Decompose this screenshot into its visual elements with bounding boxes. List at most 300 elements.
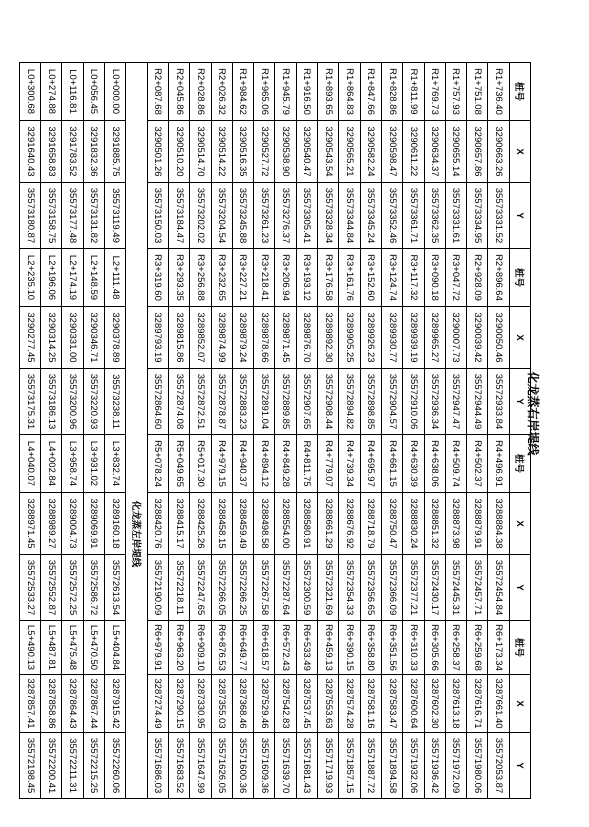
- table-cell: 35572572.25: [62, 555, 83, 621]
- table-cell: R6+351.56: [381, 621, 402, 675]
- table-cell: 3288498.58: [254, 493, 275, 555]
- table-cell: L5+490.13: [19, 621, 40, 675]
- table-cell: 35573305.41: [296, 183, 317, 249]
- table-cell: 35573362.35: [424, 183, 445, 249]
- column-header: Y: [509, 733, 530, 799]
- table-row: [19, 63, 40, 799]
- table-cell: 3290510.20: [168, 121, 189, 183]
- table-cell: R4+894.12: [254, 435, 275, 493]
- table-row: [168, 63, 189, 799]
- table-cell: 3288971.45: [19, 493, 40, 555]
- column-header: Y: [509, 183, 530, 249]
- table-row: [190, 63, 211, 799]
- table-cell: L2+111.48: [105, 249, 126, 307]
- table-cell: R2+026.32: [211, 63, 232, 121]
- table-cell: 35572908.44: [318, 369, 339, 435]
- table-row: [232, 63, 253, 799]
- table-cell: 3290050.46: [488, 307, 509, 369]
- table-cell: 35572198.45: [19, 733, 40, 799]
- column-header: X: [509, 121, 530, 183]
- table-cell: 3287915.42: [105, 675, 126, 733]
- table-cell: 35572300.59: [296, 555, 317, 621]
- table-cell: 35573175.31: [19, 369, 40, 435]
- table-cell: 3288879.91: [467, 493, 488, 555]
- table-cell: R3+193.12: [296, 249, 317, 307]
- table-cell: 3289793.19: [147, 307, 168, 369]
- table-cell: 35573345.24: [360, 183, 381, 249]
- table-row: [147, 63, 168, 799]
- table-cell: 3288459.49: [232, 493, 253, 555]
- table-cell: 35572053.87: [488, 733, 509, 799]
- table-cell: R3+227.21: [232, 249, 253, 307]
- table-cell: R1+984.62: [232, 63, 253, 121]
- table-cell: L2+196.06: [41, 249, 62, 307]
- table-cell: 35572287.64: [275, 555, 296, 621]
- table-cell: 35573220.93: [83, 369, 104, 435]
- table-row: [445, 63, 466, 799]
- table-cell: 35572864.60: [147, 369, 168, 435]
- table-cell: R3+090.18: [424, 249, 445, 307]
- table-cell: R6+572.43: [275, 621, 296, 675]
- table-cell: R4+661.15: [381, 435, 402, 493]
- table-row: [403, 63, 424, 799]
- table-cell: 3290039.42: [467, 307, 488, 369]
- table-cell: R4+811.75: [296, 435, 317, 493]
- table-cell: L4+002.84: [41, 435, 62, 493]
- table-cell: R3+124.74: [381, 249, 402, 307]
- table-row: [83, 63, 104, 799]
- table-cell: 35571686.03: [147, 733, 168, 799]
- coordinate-table: [19, 62, 531, 799]
- table-cell: L0+274.88: [41, 63, 62, 121]
- table-cell: 3291885.75: [105, 121, 126, 183]
- table-cell: 35573245.88: [232, 183, 253, 249]
- table-cell: R1+736.40: [488, 63, 509, 121]
- table-cell: 3288851.32: [424, 493, 445, 555]
- table-cell: 3290501.26: [147, 121, 168, 183]
- table-cell: 35572445.31: [445, 555, 466, 621]
- table-cell: 3290657.86: [467, 121, 488, 183]
- table-cell: 3287602.30: [424, 675, 445, 733]
- table-cell: R1+811.99: [403, 63, 424, 121]
- table-cell: 35572215.25: [83, 733, 104, 799]
- table-row: [275, 63, 296, 799]
- table-cell: R5+078.24: [147, 435, 168, 493]
- table-cell: 35571887.72: [360, 733, 381, 799]
- table-cell: R1+847.66: [360, 63, 381, 121]
- table-cell: 3289878.66: [254, 307, 275, 369]
- table-cell: 35572266.05: [211, 555, 232, 621]
- table-cell: 3291640.43: [19, 121, 40, 183]
- table-cell: 3287600.64: [403, 675, 424, 733]
- table-cell: R1+828.86: [381, 63, 402, 121]
- table-cell: 35573352.46: [381, 183, 402, 249]
- table-cell: 3288425.26: [190, 493, 211, 555]
- table-row: [296, 63, 317, 799]
- table-cell: R1+751.08: [467, 63, 488, 121]
- table-row: [41, 63, 62, 799]
- column-header: 桩号: [509, 621, 530, 675]
- table-cell: R4+695.97: [360, 435, 381, 493]
- section-title: 化龙蒸左岸堤线: [129, 500, 141, 568]
- table-cell: L5+404.84: [105, 621, 126, 675]
- table-cell: 3287542.83: [275, 675, 296, 733]
- table-cell: R6+358.80: [360, 621, 381, 675]
- table-cell: R4+739.34: [339, 435, 360, 493]
- table-cell: 35571647.99: [190, 733, 211, 799]
- table-cell: 35572883.23: [232, 369, 253, 435]
- table-cell: R6+876.53: [211, 621, 232, 675]
- table-cell: 35573238.11: [105, 369, 126, 435]
- table-cell: 35571857.15: [339, 733, 360, 799]
- table-cell: 3287355.03: [211, 675, 232, 733]
- table-cell: 35572356.65: [360, 555, 381, 621]
- table-cell: 3289874.99: [211, 307, 232, 369]
- table-cell: 3290540.47: [296, 121, 317, 183]
- table-cell: 3290611.22: [403, 121, 424, 183]
- table-cell: R1+916.50: [296, 63, 317, 121]
- table-cell: 3287553.63: [318, 675, 339, 733]
- table-cell: R3+117.32: [403, 249, 424, 307]
- table-cell: 3288676.92: [339, 493, 360, 555]
- table-cell: 3287368.46: [232, 675, 253, 733]
- table-cell: 35572947.47: [445, 369, 466, 435]
- table-cell: R1+965.06: [254, 63, 275, 121]
- table-cell: 35573276.37: [275, 183, 296, 249]
- table-cell: 3288884.38: [488, 493, 509, 555]
- table-cell: R5+049.65: [168, 435, 189, 493]
- table-cell: 35571681.43: [296, 733, 317, 799]
- table-cell: 3289852.07: [190, 307, 211, 369]
- table-cell: 3290331.00: [62, 307, 83, 369]
- table-cell: R6+618.57: [254, 621, 275, 675]
- table-cell: R6+909.10: [190, 621, 211, 675]
- table-cell: R6+533.49: [296, 621, 317, 675]
- table-cell: 3289069.91: [83, 493, 104, 555]
- table-cell: 35572878.87: [211, 369, 232, 435]
- table-cell: 3287857.41: [19, 675, 40, 733]
- table-cell: 35572190.09: [147, 555, 168, 621]
- table-cell: R3+293.35: [168, 249, 189, 307]
- table-cell: 3287529.46: [254, 675, 275, 733]
- table-cell: 3287613.18: [445, 675, 466, 733]
- table-cell: 3288580.91: [296, 493, 317, 555]
- table-row: [318, 63, 339, 799]
- table-cell: L5+475.48: [62, 621, 83, 675]
- table-cell: 3290007.73: [445, 307, 466, 369]
- table-cell: 3291783.52: [62, 121, 83, 183]
- table-cell: 35573158.75: [41, 183, 62, 249]
- table-cell: 35572874.08: [168, 369, 189, 435]
- table-cell: R6+173.34: [488, 621, 509, 675]
- table-cell: 35572533.27: [19, 555, 40, 621]
- table-cell: 35573204.54: [211, 183, 232, 249]
- table-cell: 35572457.71: [467, 555, 488, 621]
- table-cell: 35573131.82: [83, 183, 104, 249]
- table-cell: L5+470.50: [83, 621, 104, 675]
- table-cell: 35572552.87: [41, 555, 62, 621]
- table-cell: L0+116.81: [62, 63, 83, 121]
- table-cell: 35572430.17: [424, 555, 445, 621]
- table-cell: 3289160.18: [105, 493, 126, 555]
- table-row: [254, 63, 275, 799]
- table-cell: 3289871.45: [275, 307, 296, 369]
- table-cell: 35572910.06: [403, 369, 424, 435]
- table-cell: R2+045.86: [168, 63, 189, 121]
- table-cell: R5+017.30: [190, 435, 211, 493]
- table-cell: 3289892.30: [318, 307, 339, 369]
- table-cell: 35573150.03: [147, 183, 168, 249]
- table-cell: 3288661.29: [318, 493, 339, 555]
- table-cell: 35572944.49: [467, 369, 488, 435]
- table-row: [488, 63, 509, 799]
- table-cell: 35572872.51: [190, 369, 211, 435]
- table-cell: 3287867.44: [83, 675, 104, 733]
- table-cell: R1+945.79: [275, 63, 296, 121]
- table-cell: 3288415.17: [168, 493, 189, 555]
- table-row: [211, 63, 232, 799]
- table-cell: 35573186.13: [41, 369, 62, 435]
- table-cell: R4+979.15: [211, 435, 232, 493]
- table-cell: 35571600.36: [232, 733, 253, 799]
- table-cell: 3288750.47: [381, 493, 402, 555]
- table-cell: 35573331.52: [488, 183, 509, 249]
- table-cell: 3287858.86: [41, 675, 62, 733]
- table-cell: R4+638.06: [424, 435, 445, 493]
- table-cell: L0+056.45: [83, 63, 104, 121]
- table-cell: R6+390.15: [339, 621, 360, 675]
- table-cell: 3287274.49: [147, 675, 168, 733]
- table-cell: R3+161.76: [339, 249, 360, 307]
- table-cell: R4+630.39: [403, 435, 424, 493]
- table-cell: 35572200.41: [41, 733, 62, 799]
- table-cell: L3+832.74: [105, 435, 126, 493]
- table-cell: 3287661.40: [488, 675, 509, 733]
- table-cell: 35573328.34: [318, 183, 339, 249]
- table-cell: 3288830.24: [403, 493, 424, 555]
- table-cell: 35572266.25: [232, 555, 253, 621]
- table-cell: L5+487.81: [41, 621, 62, 675]
- table-cell: R1+864.83: [339, 63, 360, 121]
- table-cell: R6+459.13: [318, 621, 339, 675]
- table-row: [62, 63, 83, 799]
- table-cell: 35571972.09: [445, 733, 466, 799]
- table-cell: 3288718.79: [360, 493, 381, 555]
- table-row: [424, 63, 445, 799]
- table-header-row: [509, 63, 530, 799]
- table-cell: 3290514.70: [190, 121, 211, 183]
- table-cell: R4+849.28: [275, 435, 296, 493]
- table-cell: 35573119.49: [105, 183, 126, 249]
- table-cell: 3290598.47: [381, 121, 402, 183]
- table-cell: 35572586.72: [83, 555, 104, 621]
- table-cell: 3291658.83: [41, 121, 62, 183]
- table-cell: 35571936.42: [424, 733, 445, 799]
- table-cell: 35572933.84: [488, 369, 509, 435]
- table-cell: 3288989.27: [41, 493, 62, 555]
- table-cell: 3287574.28: [339, 675, 360, 733]
- table-cell: 35572891.04: [254, 369, 275, 435]
- table-cell: R2+028.86: [190, 63, 211, 121]
- table-cell: 3289876.70: [296, 307, 317, 369]
- table-cell: 35572321.69: [318, 555, 339, 621]
- table-cell: 35571980.06: [467, 733, 488, 799]
- table-cell: 35573344.84: [339, 183, 360, 249]
- table-cell: R6+258.37: [445, 621, 466, 675]
- table-cell: 35571639.70: [275, 733, 296, 799]
- table-cell: 3287537.45: [296, 675, 317, 733]
- table-cell: L0+000.00: [105, 63, 126, 121]
- table-row: [105, 63, 126, 799]
- table-cell: 3287581.16: [360, 675, 381, 733]
- table-cell: 3290346.71: [83, 307, 104, 369]
- table-cell: 3290514.22: [211, 121, 232, 183]
- table-cell: 35572366.09: [381, 555, 402, 621]
- table-cell: R4+502.37: [467, 435, 488, 493]
- table-cell: 3287583.47: [381, 675, 402, 733]
- table-cell: 35571932.06: [403, 733, 424, 799]
- table-cell: R2+928.09: [467, 249, 488, 307]
- column-header: 桩号: [509, 249, 530, 307]
- table-cell: 3289879.24: [232, 307, 253, 369]
- column-header: 桩号: [509, 63, 530, 121]
- table-cell: 35573361.71: [403, 183, 424, 249]
- table-row: [381, 63, 402, 799]
- table-cell: 3288554.00: [275, 493, 296, 555]
- table-cell: 35572354.33: [339, 555, 360, 621]
- table-cell: R1+769.73: [424, 63, 445, 121]
- table-cell: R3+206.94: [275, 249, 296, 307]
- table-cell: 3290516.35: [232, 121, 253, 183]
- table-cell: L3+958.74: [62, 435, 83, 493]
- section-cell: [126, 63, 147, 799]
- column-header: X: [509, 307, 530, 369]
- table-cell: 35572898.85: [360, 369, 381, 435]
- table-cell: 35572267.58: [254, 555, 275, 621]
- table-cell: R4+509.74: [445, 435, 466, 493]
- table-cell: R6+963.20: [168, 621, 189, 675]
- column-header: X: [509, 493, 530, 555]
- table-cell: 3287616.71: [467, 675, 488, 733]
- table-cell: 35573202.02: [190, 183, 211, 249]
- column-header: Y: [509, 369, 530, 435]
- table-cell: R2+087.68: [147, 63, 168, 121]
- table-cell: R4+940.37: [232, 435, 253, 493]
- table-cell: R4+496.91: [488, 435, 509, 493]
- table-cell: 35572904.57: [381, 369, 402, 435]
- table-cell: 35572936.34: [424, 369, 445, 435]
- table-cell: 35573261.23: [254, 183, 275, 249]
- table-cell: L2+148.59: [83, 249, 104, 307]
- table-cell: R6+259.68: [467, 621, 488, 675]
- table-cell: 3289965.27: [424, 307, 445, 369]
- table-cell: 35572260.06: [105, 733, 126, 799]
- table-cell: 35571683.52: [168, 733, 189, 799]
- table-cell: 35572889.85: [275, 369, 296, 435]
- column-header: Y: [509, 555, 530, 621]
- table-cell: 3291832.36: [83, 121, 104, 183]
- table-cell: R1+893.65: [318, 63, 339, 121]
- table-cell: 3290663.26: [488, 121, 509, 183]
- column-header: 桩号: [509, 435, 530, 493]
- table-cell: 35572907.65: [296, 369, 317, 435]
- table-cell: L0+300.68: [19, 63, 40, 121]
- table-cell: 3289004.73: [62, 493, 83, 555]
- table-cell: 3290634.37: [424, 121, 445, 183]
- table-cell: 3290543.54: [318, 121, 339, 183]
- table-cell: 3290378.89: [105, 307, 126, 369]
- section-row: [126, 63, 147, 799]
- table-cell: R6+649.77: [232, 621, 253, 675]
- table-cell: 3290314.25: [41, 307, 62, 369]
- table-cell: 35573331.61: [445, 183, 466, 249]
- table-cell: 3290277.45: [19, 307, 40, 369]
- table-cell: 3288458.15: [211, 493, 232, 555]
- table-row: [360, 63, 381, 799]
- table-cell: 35572218.11: [168, 555, 189, 621]
- table-cell: R3+319.60: [147, 249, 168, 307]
- table-cell: R1+757.93: [445, 63, 466, 121]
- table-row: [467, 63, 488, 799]
- table-cell: 3289926.23: [360, 307, 381, 369]
- table-cell: 35571894.58: [381, 733, 402, 799]
- table-cell: 3289815.86: [168, 307, 189, 369]
- table-cell: L2+235.10: [19, 249, 40, 307]
- table-cell: 35573180.87: [19, 183, 40, 249]
- table-cell: 35572211.31: [62, 733, 83, 799]
- table-cell: 3289939.19: [403, 307, 424, 369]
- table-cell: 35572377.21: [403, 555, 424, 621]
- table-cell: 3290655.14: [445, 121, 466, 183]
- column-header: X: [509, 675, 530, 733]
- table-cell: 35571609.36: [254, 733, 275, 799]
- table-cell: 3287290.15: [168, 675, 189, 733]
- table-cell: R3+152.60: [360, 249, 381, 307]
- table-cell: R3+176.58: [318, 249, 339, 307]
- table-cell: 35573334.95: [467, 183, 488, 249]
- table-cell: L3+931.02: [83, 435, 104, 493]
- table-cell: R3+232.65: [211, 249, 232, 307]
- table-cell: R6+310.33: [403, 621, 424, 675]
- table-cell: 3290582.24: [360, 121, 381, 183]
- table-cell: 3289930.77: [381, 307, 402, 369]
- table-cell: 3290527.72: [254, 121, 275, 183]
- table-cell: 3287864.43: [62, 675, 83, 733]
- table-cell: L2+174.19: [62, 249, 83, 307]
- table-cell: R6+979.91: [147, 621, 168, 675]
- table-cell: R3+256.88: [190, 249, 211, 307]
- table-cell: 35573200.96: [62, 369, 83, 435]
- table-cell: 35572247.65: [190, 555, 211, 621]
- table-cell: R3+218.41: [254, 249, 275, 307]
- table-cell: 35572454.84: [488, 555, 509, 621]
- table-cell: L4+040.07: [19, 435, 40, 493]
- table-cell: R6+305.66: [424, 621, 445, 675]
- table-cell: 35572894.82: [339, 369, 360, 435]
- table-cell: 35571626.05: [211, 733, 232, 799]
- table-cell: 35573184.47: [168, 183, 189, 249]
- table-cell: 3287330.95: [190, 675, 211, 733]
- table-cell: R2+896.64: [488, 249, 509, 307]
- table-cell: R3+047.72: [445, 249, 466, 307]
- table-cell: 3288873.98: [445, 493, 466, 555]
- table-cell: 3290565.21: [339, 121, 360, 183]
- document-title: 化龙蒸右岸堤线: [526, 371, 540, 456]
- table-cell: R4+779.07: [318, 435, 339, 493]
- table-row: [339, 63, 360, 799]
- table-cell: 35572613.54: [105, 555, 126, 621]
- table-cell: 35571719.93: [318, 733, 339, 799]
